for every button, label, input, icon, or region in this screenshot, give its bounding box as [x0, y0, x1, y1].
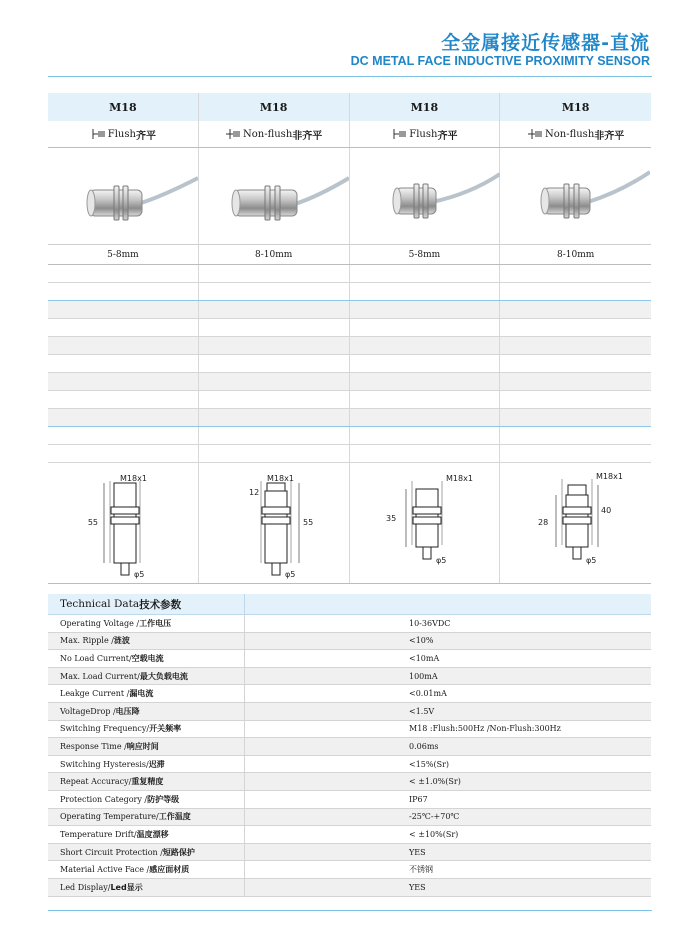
- parameter-en: Repeat Accuracy/: [60, 777, 132, 787]
- model-row: [48, 93, 651, 121]
- parameter-value: M18 :Flush:500Hz /Non-Flush:300Hz: [409, 724, 561, 734]
- dimension-drawing: [199, 463, 350, 583]
- parameter-value: 0.06ms: [409, 741, 439, 751]
- parameter-value: 10-36VDC: [409, 618, 451, 628]
- cable-dia-label: φ5: [586, 556, 597, 565]
- parameter-en: VoltageDrop /: [60, 706, 116, 716]
- blank-row: [48, 283, 651, 301]
- parameter-label: [48, 756, 245, 773]
- parameter-label: [48, 879, 245, 896]
- parameter-cn: 电压降: [115, 706, 140, 716]
- sensor-photo: [48, 148, 199, 244]
- table-row: [48, 756, 651, 774]
- thread-length-label: 28: [538, 518, 549, 527]
- parameter-label: [48, 668, 245, 685]
- parameter-label: [48, 861, 245, 878]
- table-row: [48, 879, 651, 897]
- photo-row: [48, 148, 651, 245]
- mount-type-cell: [350, 121, 501, 147]
- blank-row: [48, 265, 651, 283]
- parameter-en: Protection Category /: [60, 794, 148, 804]
- parameter-cn: Led显示: [110, 882, 143, 892]
- parameter-cn: 短路保护: [162, 847, 195, 857]
- sensing-distance: 8-10mm: [556, 249, 595, 260]
- parameter-value: <0.01mA: [409, 689, 447, 699]
- dimension-drawing-icon: [199, 463, 349, 583]
- footer-divider: [48, 910, 652, 911]
- dimension-drawing-row: [48, 463, 651, 584]
- table-row: [48, 703, 651, 721]
- parameter-value: IP67: [409, 794, 428, 804]
- mount-cn: 齐平: [437, 130, 458, 142]
- model-cell: M18: [561, 100, 590, 114]
- length-label: 55: [302, 518, 313, 527]
- parameter-en: Operating Temperature/: [60, 812, 159, 822]
- length-label: 35: [385, 514, 396, 523]
- parameter-cn: 漏电流: [129, 689, 154, 699]
- parameter-cn: 空载电流: [131, 653, 164, 663]
- dimension-drawing-icon: [500, 463, 650, 583]
- non-flush-mount-icon: [225, 128, 241, 140]
- blank-row: [48, 427, 651, 445]
- parameter-label: [48, 826, 245, 843]
- blank-row: [48, 373, 651, 391]
- parameter-cn: 涟波: [113, 636, 130, 646]
- table-row: [48, 615, 651, 633]
- table-row: [48, 633, 651, 651]
- thread-length-label: 12: [248, 488, 259, 497]
- mount-en: Non-flush: [544, 128, 595, 140]
- parameter-value: 不锈钢: [409, 865, 433, 875]
- parameter-en: Max. Ripple /: [60, 636, 114, 646]
- heading-cn: 技术参数: [139, 598, 182, 611]
- parameter-cn: 开关频率: [149, 724, 182, 734]
- sensing-distance: 5-8mm: [48, 245, 199, 264]
- table-row: [48, 650, 651, 668]
- blank-row: [48, 319, 651, 337]
- sensor-image-icon: [350, 148, 500, 244]
- mount-en: Non-flush: [242, 128, 293, 140]
- mount-cn: 齐平: [135, 130, 156, 142]
- mount-type-cell: [500, 121, 651, 147]
- thread-label: M18x1: [266, 474, 294, 483]
- parameter-en: Material Active Face /: [60, 865, 150, 875]
- mount-en: Flush: [409, 128, 438, 140]
- parameter-en: Max. Load Current/: [60, 671, 140, 681]
- thread-label: M18x1: [120, 474, 147, 483]
- parameter-label: [48, 721, 245, 738]
- cable-dia-label: φ5: [435, 556, 446, 565]
- sensor-image-icon: [500, 148, 650, 244]
- parameter-en: Leakge Current /: [60, 689, 130, 699]
- thread-label: M18x1: [445, 474, 473, 483]
- table-row: [48, 668, 651, 686]
- model-cell: M18: [350, 93, 501, 121]
- dimension-drawing-icon: [48, 463, 198, 583]
- cable-dia-label: φ5: [284, 570, 296, 579]
- parameter-en: Operating Voltage /: [60, 618, 140, 628]
- technical-data-heading: [48, 594, 651, 615]
- table-row: [48, 738, 651, 756]
- cable-dia-label: φ5: [134, 570, 145, 579]
- mount-cn: 非齐平: [292, 130, 323, 142]
- table-row: [48, 721, 651, 739]
- parameter-label: [48, 773, 245, 790]
- parameter-en: Switching Frequency/: [60, 724, 150, 734]
- table-row: [48, 826, 651, 844]
- parameter-label: [48, 703, 245, 720]
- product-grid: [48, 93, 651, 584]
- parameter-cn: 最大负载电流: [139, 671, 188, 681]
- blank-row: [48, 301, 651, 319]
- length-label: 40: [601, 506, 612, 515]
- parameter-en: Temperature Drift/: [60, 829, 137, 839]
- header-title-cn: 全金属接近传感器-直流: [441, 32, 650, 54]
- parameter-value: <10%: [409, 636, 434, 646]
- parameter-en: Short Circuit Protection /: [60, 847, 163, 857]
- dimension-drawing: [350, 463, 501, 583]
- parameter-value: -25℃-+70℃: [409, 812, 460, 822]
- sensor-image-icon: [48, 148, 198, 244]
- parameter-label: [48, 615, 245, 632]
- sensing-distance: 8-10mm: [199, 245, 350, 264]
- parameter-cn: 迟滞: [148, 759, 165, 769]
- mount-type-cell: [199, 121, 350, 147]
- parameter-label: [48, 738, 245, 755]
- parameter-en: Switching Hysteresis/: [60, 759, 149, 769]
- parameter-cn: 感应面材质: [149, 865, 190, 875]
- parameter-label: [48, 791, 245, 808]
- table-row: [48, 773, 651, 791]
- model-cell: M18: [199, 93, 350, 121]
- parameter-label: [48, 633, 245, 650]
- blank-row: [48, 445, 651, 463]
- parameter-label: [48, 844, 245, 861]
- header-divider: [48, 76, 652, 77]
- sensing-distance-row: [48, 245, 651, 265]
- parameter-cn: 工作电压: [139, 618, 172, 628]
- parameter-value: <1.5V: [409, 706, 435, 716]
- parameter-en: Response Time /: [60, 741, 127, 751]
- mount-en: Flush: [107, 128, 136, 140]
- flush-mount-icon: [90, 128, 106, 140]
- parameter-value: <10mA: [409, 653, 440, 663]
- dimension-drawing: [48, 463, 199, 583]
- table-row: [48, 685, 651, 703]
- blank-row: [48, 355, 651, 373]
- parameter-value: YES: [409, 847, 426, 857]
- parameter-cn: 温度漂移: [136, 829, 169, 839]
- table-row: [48, 809, 651, 827]
- parameter-value: < ±10%(Sr): [409, 829, 459, 839]
- mount-cn: 非齐平: [594, 130, 625, 142]
- parameter-value: 100mA: [409, 671, 438, 681]
- length-label: 55: [87, 518, 98, 527]
- parameter-label: [48, 685, 245, 702]
- parameter-en: Led Display/: [60, 882, 111, 892]
- parameter-cn: 工作温度: [158, 812, 191, 822]
- thread-label: M18x1: [596, 472, 624, 481]
- heading-en: Technical Data: [60, 598, 140, 610]
- table-row: [48, 844, 651, 862]
- blank-row: [48, 337, 651, 355]
- table-row: [48, 791, 651, 809]
- sensor-image-icon: [199, 148, 349, 244]
- sensor-photo: [199, 148, 350, 244]
- parameter-value: YES: [409, 882, 426, 892]
- parameter-label: [48, 650, 245, 667]
- parameter-cn: 重复精度: [131, 777, 164, 787]
- parameter-label: [48, 809, 245, 826]
- non-flush-mount-icon: [527, 128, 543, 140]
- technical-data-table: [48, 594, 651, 897]
- mount-type-cell: [48, 121, 199, 147]
- dimension-drawing-icon: [350, 463, 500, 583]
- flush-mount-icon: [391, 128, 407, 140]
- dimension-drawing: [500, 463, 651, 583]
- model-cell: M18: [48, 93, 199, 121]
- blank-row: [48, 391, 651, 409]
- parameter-value: <15%(Sr): [409, 759, 450, 769]
- parameter-en: No Load Current/: [60, 653, 132, 663]
- mount-type-row: [48, 121, 651, 148]
- parameter-value: < ±1.0%(Sr): [409, 777, 461, 787]
- parameter-cn: 响应时间: [126, 741, 159, 751]
- parameter-cn: 防护等级: [147, 794, 180, 804]
- blank-row: [48, 409, 651, 427]
- header-title-en: DC METAL FACE INDUCTIVE PROXIMITY SENSOR: [350, 54, 650, 68]
- sensing-distance: 5-8mm: [350, 245, 501, 264]
- sensor-photo: [500, 148, 651, 244]
- table-row: [48, 861, 651, 879]
- sensor-photo: [350, 148, 501, 244]
